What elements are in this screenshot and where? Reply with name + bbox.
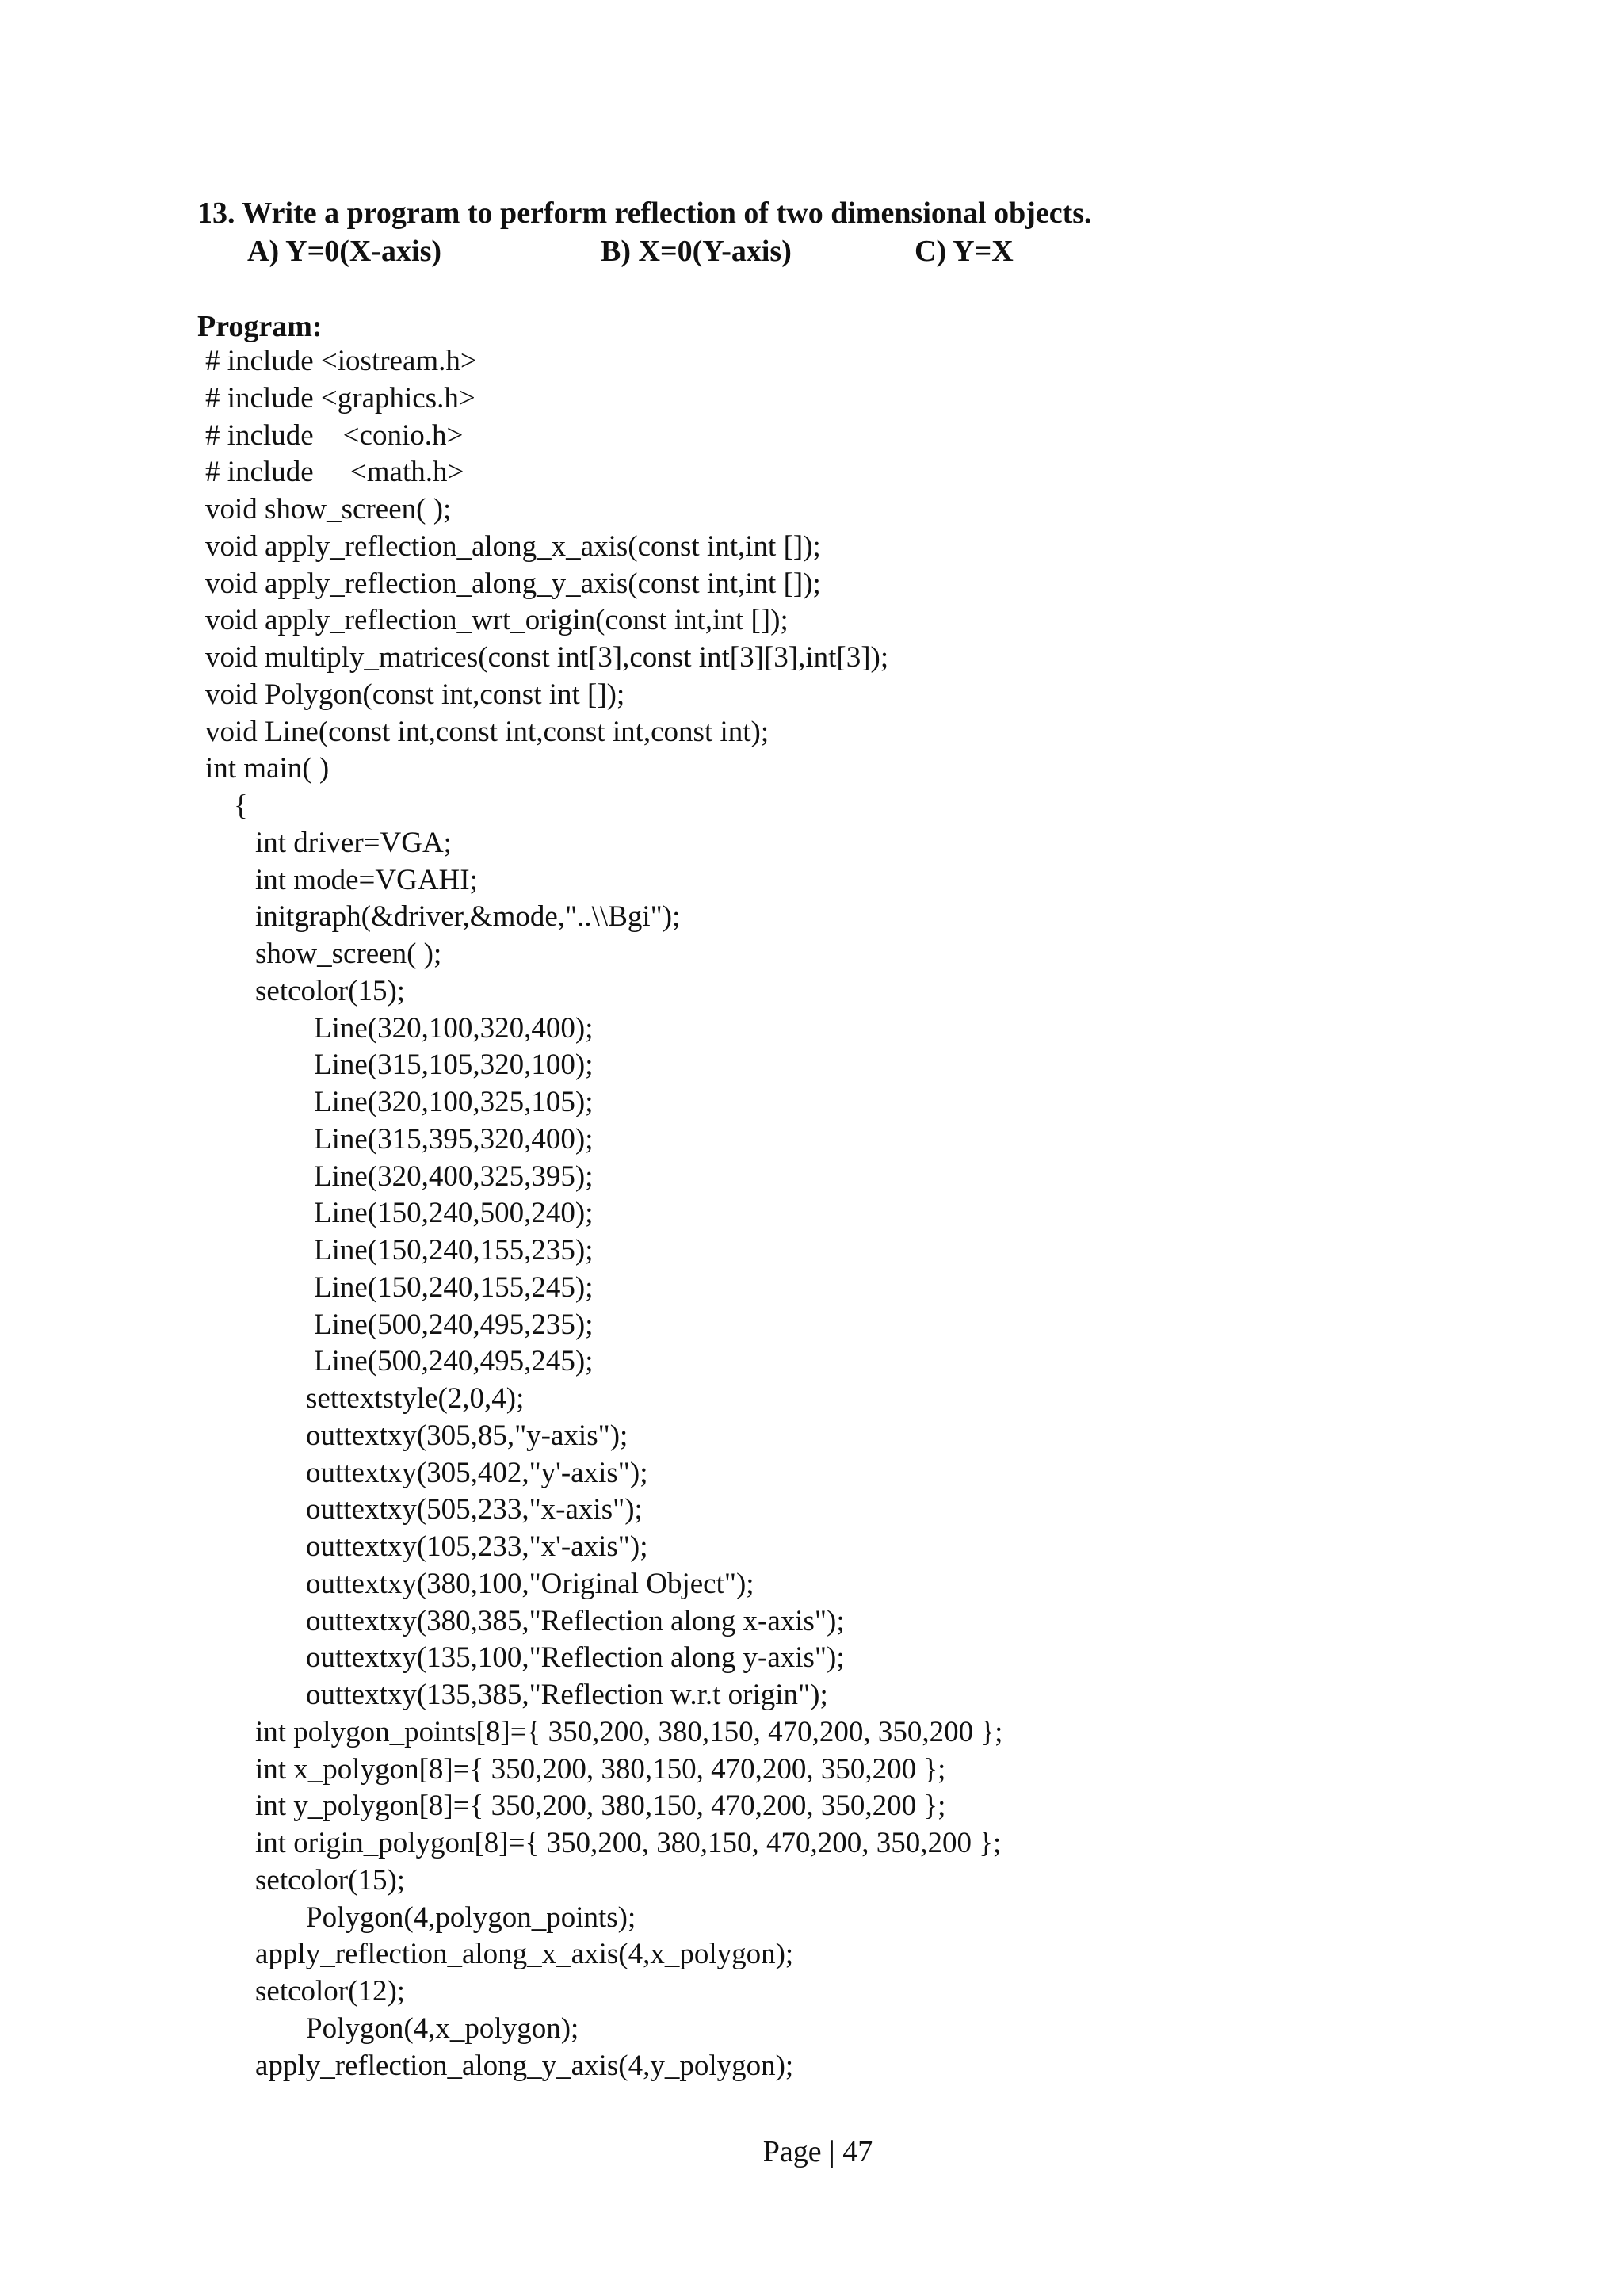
code-line: outtextxy(505,233,"x-axis"); xyxy=(306,1493,643,1526)
code-line: Line(320,100,325,105); xyxy=(314,1086,594,1118)
code-line: Line(315,395,320,400); xyxy=(314,1122,594,1156)
code-line: Polygon(4,polygon_points); xyxy=(306,1901,636,1934)
code-line: { xyxy=(234,789,248,822)
code-line: # include <math.h> xyxy=(205,456,464,489)
option-b: B) X=0(Y-axis) xyxy=(601,235,792,268)
code-line: setcolor(15); xyxy=(255,1863,406,1897)
code-line: void apply_reflection_along_y_axis(const int,int []); xyxy=(205,567,821,600)
code-line: int polygon_points[8]={ 350,200, 380,150, 470,200, 350,200 }; xyxy=(255,1715,1003,1748)
program-label: Program: xyxy=(197,310,323,343)
option-c: C) Y=X xyxy=(915,235,1014,268)
code-line: int main( ) xyxy=(205,752,330,785)
code-line: outtextxy(135,385,"Reflection w.r.t origin"); xyxy=(306,1679,828,1711)
code-line: # include <graphics.h> xyxy=(205,381,475,415)
code-line: setcolor(12); xyxy=(255,1975,406,2008)
code-line: settextstyle(2,0,4); xyxy=(306,1382,525,1415)
code-listing xyxy=(0,343,1623,2084)
code-line: int mode=VGAHI; xyxy=(255,863,478,896)
code-line: Line(150,240,500,240); xyxy=(314,1197,594,1230)
code-line: void apply_reflection_along_x_axis(const int,int []); xyxy=(205,529,821,563)
code-line: void multiply_matrices(const int[3],const int[3][3],int[3]); xyxy=(205,641,889,674)
code-line: setcolor(15); xyxy=(255,974,406,1007)
code-line: void Polygon(const int,const int []); xyxy=(205,678,625,711)
code-line: # include <conio.h> xyxy=(205,418,464,452)
code-line: outtextxy(305,85,"y-axis"); xyxy=(306,1419,628,1452)
code-line: int origin_polygon[8]={ 350,200, 380,150, 470,200, 350,200 }; xyxy=(255,1827,1002,1859)
code-line: Line(150,240,155,235); xyxy=(314,1234,594,1266)
code-line: Line(320,100,320,400); xyxy=(314,1011,594,1045)
code-line: Line(315,105,320,100); xyxy=(314,1049,594,1082)
code-line: void show_screen( ); xyxy=(205,493,452,525)
code-line: Line(150,240,155,245); xyxy=(314,1270,594,1304)
code-line: void apply_reflection_wrt_origin(const int,int []); xyxy=(205,604,789,637)
code-line: int driver=VGA; xyxy=(255,826,452,859)
code-line: outtextxy(135,100,"Reflection along y-axis"); xyxy=(306,1641,845,1675)
page-number: Page | 47 xyxy=(762,2135,873,2168)
code-line: apply_reflection_along_x_axis(4,x_polygon); xyxy=(255,1938,794,1971)
code-line: outtextxy(380,100,"Original Object"); xyxy=(306,1567,754,1600)
code-line: Polygon(4,x_polygon); xyxy=(306,2011,579,2045)
code-line: # include <iostream.h> xyxy=(205,345,477,377)
code-line: show_screen( ); xyxy=(255,938,442,970)
code-line: outtextxy(305,402,"y'-axis"); xyxy=(306,1456,648,1489)
code-line: int y_polygon[8]={ 350,200, 380,150, 470,200, 350,200 }; xyxy=(255,1790,946,1823)
option-a: A) Y=0(X-axis) xyxy=(247,235,442,268)
code-line: outtextxy(380,385,"Reflection along x-axis"); xyxy=(306,1604,845,1637)
code-line: void Line(const int,const int,const int,const int); xyxy=(205,715,769,748)
question-heading: 13. Write a program to perform reflection of two dimensional objects. xyxy=(197,197,1092,230)
code-line: Line(320,400,325,395); xyxy=(314,1159,594,1193)
code-line: Line(500,240,495,235); xyxy=(314,1308,594,1341)
code-line: outtextxy(105,233,"x'-axis"); xyxy=(306,1530,648,1563)
code-line: initgraph(&driver,&mode,"..\\Bgi"); xyxy=(255,900,681,934)
code-line: int x_polygon[8]={ 350,200, 380,150, 470,200, 350,200 }; xyxy=(255,1752,946,1786)
code-line: apply_reflection_along_y_axis(4,y_polygon); xyxy=(255,2049,794,2082)
code-line: Line(500,240,495,245); xyxy=(314,1345,594,1378)
